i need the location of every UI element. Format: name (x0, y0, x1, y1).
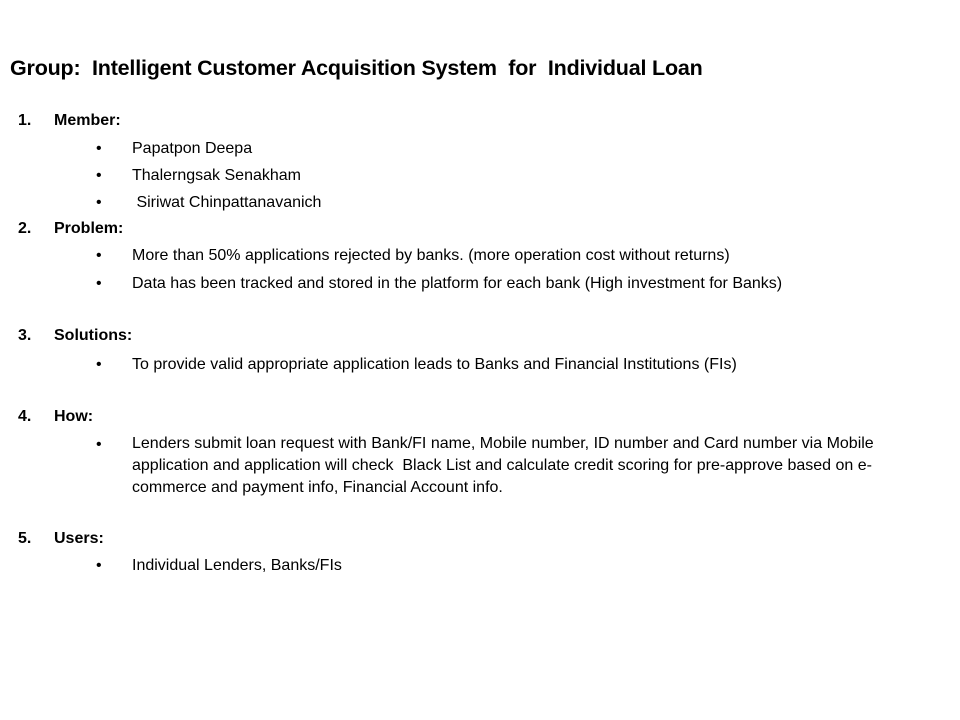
bullet-icon: • (96, 247, 102, 264)
section-heading-solutions (18, 326, 132, 346)
slide-title: Group: Intelligent Customer Acquisition System for Individual Loan (10, 56, 703, 80)
section-heading-label: Users: (54, 530, 104, 547)
section-heading-member (18, 111, 121, 131)
section-number: 5. (18, 530, 32, 547)
bullet-icon: • (96, 167, 102, 184)
users-item: Individual Lenders, Banks/FIs (132, 557, 342, 574)
bullet-icon: • (96, 356, 102, 373)
section-number: 3. (18, 327, 32, 344)
section-heading-label: Member: (54, 112, 121, 129)
bullet-icon: • (96, 194, 102, 211)
problem-item: Data has been tracked and stored in the platform for each bank (High investment for Banks) (132, 275, 783, 292)
bullet-icon: • (96, 275, 102, 292)
member-item: Siriwat Chinpattanavanich (132, 194, 322, 211)
section-number: 1. (18, 112, 32, 129)
section-heading-how (18, 407, 93, 427)
section-heading-label: Solutions: (54, 327, 133, 344)
bullet-icon: • (96, 557, 102, 574)
member-item: Papatpon Deepa (132, 140, 253, 157)
section-heading-label: How: (54, 408, 94, 425)
section-heading-label: Problem: (54, 220, 124, 237)
bullet-icon: • (96, 436, 102, 453)
section-number: 4. (18, 408, 32, 425)
section-heading-users (18, 529, 104, 549)
how-item: Lenders submit loan request with Bank/FI name, Mobile number, ID number and Card number via Mobile application and application will check Black List and calculate credit scoring for pre-approve based on e-commerce and payment info, Financial Account info. (132, 435, 879, 496)
problem-item: More than 50% applications rejected by banks. (more operation cost without returns) (132, 247, 730, 264)
section-number: 2. (18, 220, 32, 237)
solutions-item: To provide valid appropriate application leads to Banks and Financial Institutions (FIs) (132, 356, 737, 373)
bullet-icon: • (96, 140, 102, 157)
member-item: Thalerngsak Senakham (132, 167, 301, 184)
section-heading-problem (18, 219, 123, 239)
